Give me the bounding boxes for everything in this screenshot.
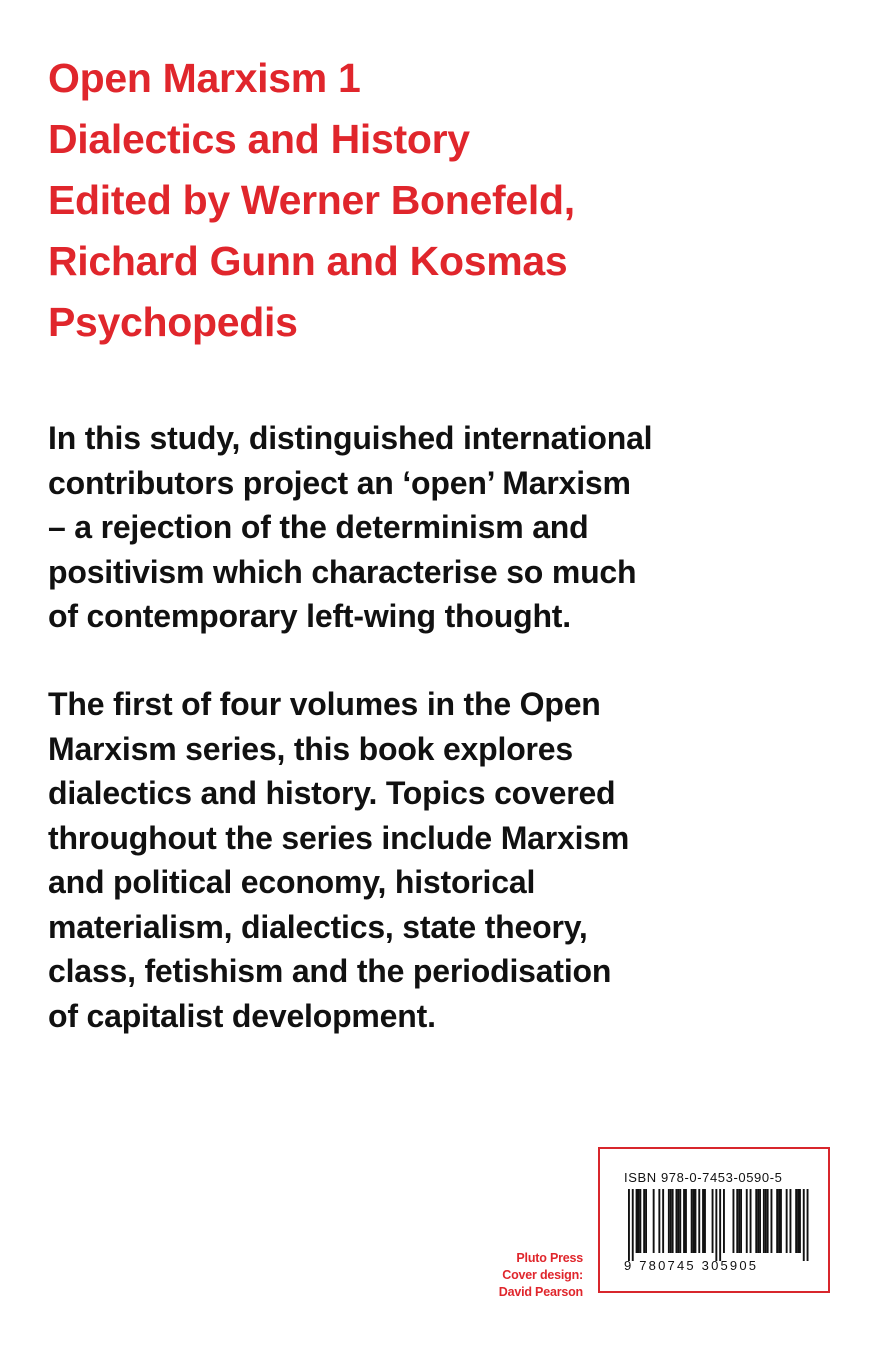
publisher-credits (478, 1250, 583, 1301)
editors-line-1: Edited by Werner Bonefeld, (48, 177, 575, 223)
blurb-line: contributors project an ‘open’ Marxism (48, 464, 631, 501)
barcode-bar (695, 1189, 697, 1253)
blurb-line: materialism, dialectics, state theory, (48, 908, 588, 945)
barcode-bar (765, 1189, 767, 1253)
barcode-bar (670, 1189, 672, 1253)
barcode-bar (639, 1189, 641, 1253)
barcode-bar (799, 1189, 801, 1253)
barcode-bar (693, 1189, 695, 1253)
cover-design-label: Cover design: (502, 1268, 583, 1282)
blurb-line: of contemporary left-wing thought. (48, 598, 571, 634)
barcode-digits: 9 780745 305905 (624, 1258, 759, 1273)
barcode-bar (733, 1189, 735, 1253)
barcode-icon (622, 1189, 812, 1261)
barcode-bar (738, 1189, 740, 1253)
barcode-bar (636, 1189, 638, 1253)
barcode-bar (750, 1189, 752, 1253)
barcode-bar (683, 1189, 685, 1253)
barcode-bar (679, 1189, 681, 1253)
barcode-bar (632, 1189, 634, 1261)
barcode-bar (685, 1189, 687, 1253)
publisher-name: Pluto Press (516, 1251, 583, 1265)
cover-designer-name: David Pearson (498, 1285, 583, 1299)
barcode-bar (658, 1189, 660, 1253)
barcode-bar (702, 1189, 704, 1253)
barcode-bar (712, 1189, 714, 1253)
blurb-line: positivism which characterise so much (48, 553, 637, 590)
barcode-bar (698, 1189, 700, 1253)
barcode-bar (653, 1189, 655, 1253)
barcode-bar (757, 1189, 759, 1253)
barcode-bar (736, 1189, 738, 1253)
blurb-line: Marxism series, this book explores (48, 730, 573, 767)
barcode-bar (638, 1189, 640, 1253)
barcode-bar (676, 1189, 678, 1253)
blurb-paragraph-2 (48, 682, 848, 1038)
barcode-bar (776, 1189, 778, 1253)
barcode-bar (763, 1189, 765, 1253)
barcode-bar (755, 1189, 757, 1253)
barcode-bar (677, 1189, 679, 1253)
barcode-bar (662, 1189, 664, 1253)
barcode-bar (759, 1189, 761, 1253)
barcode-bar (807, 1189, 809, 1261)
blurb-line: – a rejection of the determinism and (48, 509, 589, 545)
blurb-paragraph-1 (48, 416, 848, 639)
barcode-bar (715, 1189, 717, 1261)
series-title: Open Marxism 1 (48, 55, 361, 101)
volume-subtitle: Dialectics and History (48, 116, 470, 162)
blurb-line: class, fetishism and the periodisation (48, 953, 612, 989)
barcode-bar (668, 1189, 670, 1253)
blurb-line: throughout the series include Marxism (48, 819, 630, 856)
barcode-bar (740, 1189, 742, 1253)
barcode-bar (643, 1189, 645, 1253)
blurb-line: and political economy, historical (48, 864, 536, 900)
barcode-bar (672, 1189, 674, 1253)
barcode-bar (790, 1189, 792, 1253)
blurb-line: of capitalist development. (48, 997, 436, 1034)
barcode-bar (803, 1189, 805, 1261)
barcode-bar (767, 1189, 769, 1253)
book-title-block (48, 48, 848, 353)
isbn-label: ISBN 978-0-7453-0590-5 (624, 1170, 783, 1185)
barcode-bar (691, 1189, 693, 1253)
barcode-bar (797, 1189, 799, 1253)
blurb-line: The first of four volumes in the Open (48, 686, 601, 722)
editors-line-3: Psychopedis (48, 299, 298, 345)
barcode-bar (719, 1189, 721, 1261)
barcode-bar (723, 1189, 725, 1253)
blurb-line: In this study, distinguished international (48, 420, 653, 456)
barcode-bar (628, 1189, 630, 1261)
barcode-box (598, 1147, 830, 1293)
barcode-bar (704, 1189, 706, 1253)
barcode-bar (746, 1189, 748, 1253)
barcode-bar (645, 1189, 647, 1253)
barcode-bar (780, 1189, 782, 1253)
editors-line-2: Richard Gunn and Kosmas (48, 238, 568, 284)
barcode-bar (771, 1189, 773, 1253)
barcode-bar (778, 1189, 780, 1253)
barcode-bar (786, 1189, 788, 1253)
barcode-bar (795, 1189, 797, 1253)
blurb-line: dialectics and history. Topics covered (48, 775, 616, 811)
